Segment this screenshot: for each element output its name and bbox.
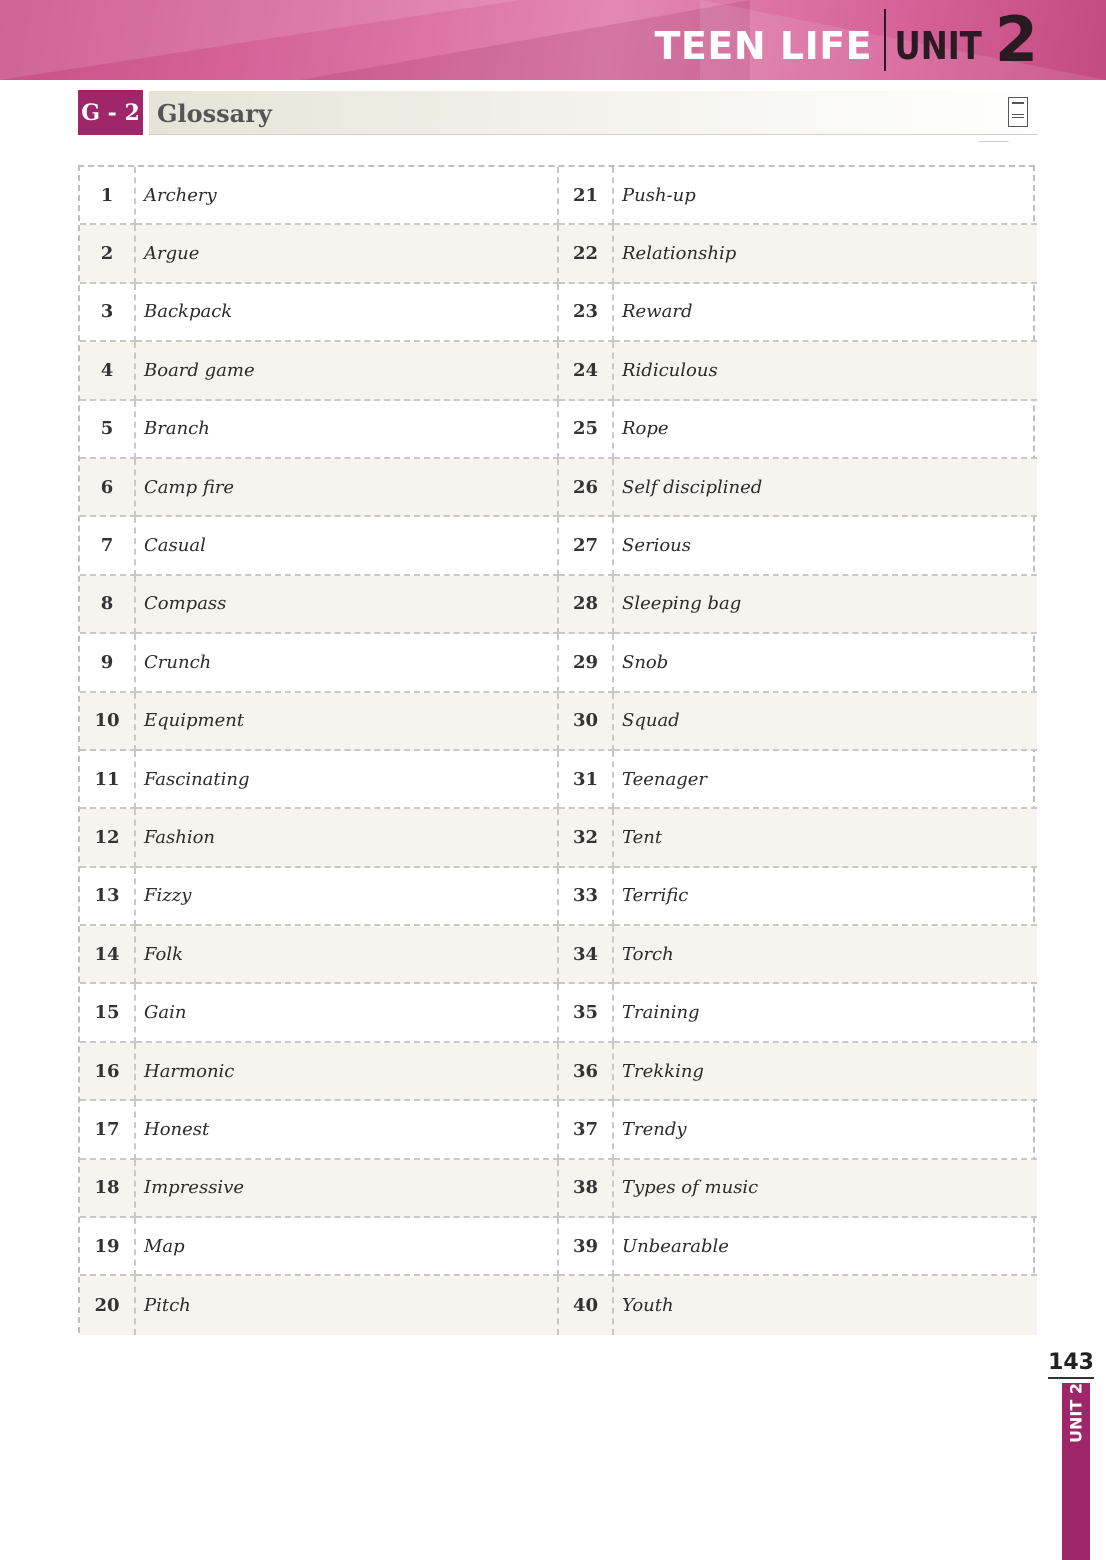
document-icon (1008, 97, 1028, 127)
entry-number: 24 (559, 342, 614, 400)
entry-word: Youth (614, 1276, 1037, 1334)
entry-number: 38 (559, 1160, 614, 1218)
entry-word: Argue (136, 225, 559, 283)
entry-number: 5 (80, 401, 136, 459)
entry-number: 36 (559, 1043, 614, 1101)
entry-number: 13 (80, 868, 136, 926)
entry-number: 10 (80, 693, 136, 751)
entry-word: Archery (136, 167, 559, 225)
entry-number: 37 (559, 1101, 614, 1159)
entry-number: 14 (80, 926, 136, 984)
entry-word: Harmonic (136, 1043, 559, 1101)
entry-number: 18 (80, 1160, 136, 1218)
entry-number: 30 (559, 693, 614, 751)
entry-word: Reward (614, 284, 1037, 342)
entry-word: Unbearable (614, 1218, 1037, 1276)
glossary-table (78, 165, 1035, 1333)
entry-word: Backpack (136, 284, 559, 342)
entry-number: 29 (559, 634, 614, 692)
entry-number: 39 (559, 1218, 614, 1276)
entry-word: Casual (136, 517, 559, 575)
title-bar-tail (978, 133, 1016, 142)
entry-word: Trendy (614, 1101, 1037, 1159)
entry-word: Types of music (614, 1160, 1037, 1218)
entry-word: Map (136, 1218, 559, 1276)
entry-number: 7 (80, 517, 136, 575)
entry-word: Push-up (614, 167, 1037, 225)
unit-label: UNIT (894, 24, 982, 68)
entry-word: Fashion (136, 809, 559, 867)
section-title: Glossary (157, 99, 272, 128)
entry-word: Fizzy (136, 868, 559, 926)
entry-word: Relationship (614, 225, 1037, 283)
unit-title: TEEN LIFE (654, 24, 873, 68)
entry-number: 27 (559, 517, 614, 575)
entry-word: Serious (614, 517, 1037, 575)
entry-number: 34 (559, 926, 614, 984)
entry-number: 17 (80, 1101, 136, 1159)
entry-number: 1 (80, 167, 136, 225)
entry-word: Ridiculous (614, 342, 1037, 400)
entry-number: 22 (559, 225, 614, 283)
entry-word: Trekking (614, 1043, 1037, 1101)
entry-number: 25 (559, 401, 614, 459)
entry-word: Pitch (136, 1276, 559, 1334)
unit-side-tab (1062, 1383, 1090, 1560)
entry-word: Honest (136, 1101, 559, 1159)
header-banner (0, 0, 1106, 80)
entry-word: Snob (614, 634, 1037, 692)
entry-word: Gain (136, 984, 559, 1042)
entry-number: 15 (80, 984, 136, 1042)
entry-number: 31 (559, 751, 614, 809)
entry-number: 16 (80, 1043, 136, 1101)
entry-word: Torch (614, 926, 1037, 984)
entry-number: 32 (559, 809, 614, 867)
entry-number: 8 (80, 576, 136, 634)
entry-word: Board game (136, 342, 559, 400)
entry-word: Branch (136, 401, 559, 459)
section-header (78, 90, 1038, 136)
entry-number: 11 (80, 751, 136, 809)
entry-word: Tent (614, 809, 1037, 867)
entry-number: 40 (559, 1276, 614, 1334)
entry-number: 23 (559, 284, 614, 342)
entry-word: Crunch (136, 634, 559, 692)
entry-number: 3 (80, 284, 136, 342)
entry-number: 20 (80, 1276, 136, 1334)
entry-number: 21 (559, 167, 614, 225)
entry-number: 6 (80, 459, 136, 517)
entry-number: 28 (559, 576, 614, 634)
entry-number: 19 (80, 1218, 136, 1276)
entry-word: Fascinating (136, 751, 559, 809)
entry-word: Camp fire (136, 459, 559, 517)
entry-word: Impressive (136, 1160, 559, 1218)
entry-word: Equipment (136, 693, 559, 751)
entry-word: Rope (614, 401, 1037, 459)
unit-heading (654, 2, 1039, 76)
entry-number: 4 (80, 342, 136, 400)
side-tab-label: UNIT 2 (1066, 1383, 1086, 1443)
entry-word: Sleeping bag (614, 576, 1037, 634)
entry-word: Teenager (614, 751, 1037, 809)
entry-word: Folk (136, 926, 559, 984)
entry-number: 9 (80, 634, 136, 692)
entry-number: 35 (559, 984, 614, 1042)
entry-word: Terrific (614, 868, 1037, 926)
entry-word: Self disciplined (614, 459, 1037, 517)
entry-word: Squad (614, 693, 1037, 751)
section-code-badge: G - 2 (78, 90, 143, 135)
entry-number: 33 (559, 868, 614, 926)
entry-number: 12 (80, 809, 136, 867)
unit-number: 2 (994, 2, 1038, 76)
entry-word: Compass (136, 576, 559, 634)
page-number: 143 (1048, 1350, 1094, 1379)
entry-number: 2 (80, 225, 136, 283)
entry-number: 26 (559, 459, 614, 517)
entry-word: Training (614, 984, 1037, 1042)
section-title-bar (149, 91, 1038, 135)
